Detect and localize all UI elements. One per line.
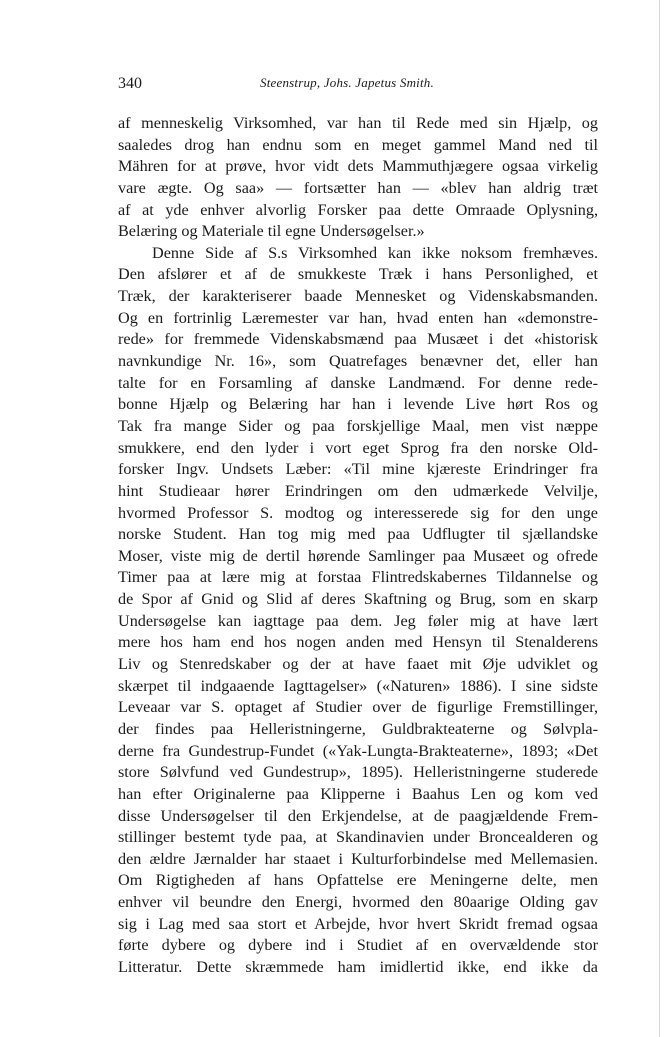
text-line: hint Studieaar hører Erindringen om den udmærkede Velvilje,	[118, 481, 598, 500]
text-line: af menneskelig Virksomhed, var han til Rede med sin Hjælp, og	[118, 114, 598, 132]
text-line: Belæring og Materiale til egne Undersøgelser.»	[118, 222, 425, 241]
text-line: navnkundige Nr. 16», som Quatrefages benævner det, eller han	[118, 352, 598, 371]
text-line: de Spor af Gnid og Slid af deres Skaftning og Brug, som en skarp	[118, 590, 598, 609]
text-line: førte dybere og dybere ind i Studiet af en overvældende stor	[118, 936, 598, 955]
text-line: Denne Side af S.s Virksomhed kan ikke noksom fremhæves.	[152, 243, 598, 262]
text-line: Moser, viste mig de dertil hørende Samlinger paa Musæet og ofrede	[118, 546, 598, 565]
page-header	[118, 75, 598, 99]
text-line: saaledes drog han endnu som en meget gammel Mand ned til	[118, 135, 598, 154]
text-line: forsker Ingv. Undsets Læber: «Til mine kjæreste Erindringer fra	[118, 460, 598, 479]
page-edge	[659, 0, 660, 1037]
text-line: skærpet til indgaaende Iagttagelser» («Naturen» 1886). I sine sidste	[118, 676, 598, 695]
text-line: der findes paa Helleristningerne, Guldbrakteaterne og Sølvpla-	[118, 719, 598, 738]
page-number: 340	[118, 75, 142, 92]
text-line: Leveaar var S. optaget af Studier over de figurlige Fremstillinger,	[118, 698, 598, 717]
text-line: Undersøgelse kan iagttage paa dem. Jeg føler mig at have lært	[118, 611, 598, 630]
text-line: smukkere, end den lyder i vort eget Sprog fra den norske Old-	[118, 438, 598, 457]
text-line: han efter Originalerne paa Klipperne i Baahus Len og kom ved	[118, 784, 598, 803]
text-line: bonne Hjælp og Belæring har han i levende Live hørt Ros og	[118, 395, 598, 414]
text-line: derne fra Gundestrup-Fundet («Yak-Lungta-Brakteaterne», 1893; «Det	[118, 741, 598, 760]
body-text	[118, 113, 598, 979]
text-line: talte for en Forsamling af danske Landmænd. For denne rede-	[118, 373, 598, 392]
text-line: vare ægte. Og saa» — fortsætter han — «blev han aldrig træt	[118, 178, 598, 197]
text-line: enhver vil beundre den Energi, hvormed den 80aarige Olding gav	[118, 893, 598, 912]
text-line: Om Rigtigheden af hans Opfattelse ere Meningerne delte, men	[118, 871, 598, 890]
text-line: hvormed Professor S. modtog og interesserede sig for den unge	[118, 503, 598, 522]
text-line: den ældre Jærnalder har staaet i Kulturforbindelse med Mellemasien.	[118, 849, 598, 868]
text-line: af at yde enhver alvorlig Forsker paa dette Omraade Oplysning,	[118, 200, 598, 219]
text-line: sig i Lag med saa stort et Arbejde, hvor hvert Skridt fremad ogsaa	[118, 914, 598, 933]
text-line: stillinger bestemt tyde paa, at Skandinavien under Broncealderen og	[118, 828, 598, 847]
text-line: store Sølvfund ved Gundestrup», 1895). Helleristningerne studerede	[118, 763, 598, 782]
text-line: norske Student. Han tog mig med paa Udflugter til sjællandske	[118, 525, 598, 544]
text-line: mere hos ham end hos nogen anden med Hensyn til Stenalderens	[118, 633, 598, 652]
text-line: disse Undersøgelser til den Erkjendelse, at de paagjældende Frem-	[118, 806, 598, 825]
running-title: Steenstrup, Johs. Japetus Smith.	[260, 75, 434, 90]
text-line: Liv og Stenredskaber og der at have faaet mit Øje udviklet og	[118, 655, 598, 674]
text-line: Litteratur. Dette skræmmede ham imidlertid ikke, end ikke da	[118, 957, 598, 976]
text-line: Træk, der karakteriserer baade Mennesket og Videnskabsmanden.	[118, 287, 598, 306]
text-line: Timer paa at lære mig at forstaa Flintredskabernes Tildannelse og	[118, 568, 598, 587]
text-line: Mähren for at prøve, hvor vidt dets Mammuthjægere ogsaa virkelig	[118, 157, 598, 176]
text-line: Tak fra mange Sider og paa forskjellige Maal, men vist næppe	[118, 416, 598, 435]
text-line: Og en fortrinlig Læremester var han, hvad enten han «demonstre-	[118, 308, 598, 327]
text-line: Den afslører et af de smukkeste Træk i hans Personlighed, et	[118, 265, 598, 284]
text-line: rede» for fremmede Videnskabsmænd paa Musæet i det «historisk	[118, 330, 598, 349]
